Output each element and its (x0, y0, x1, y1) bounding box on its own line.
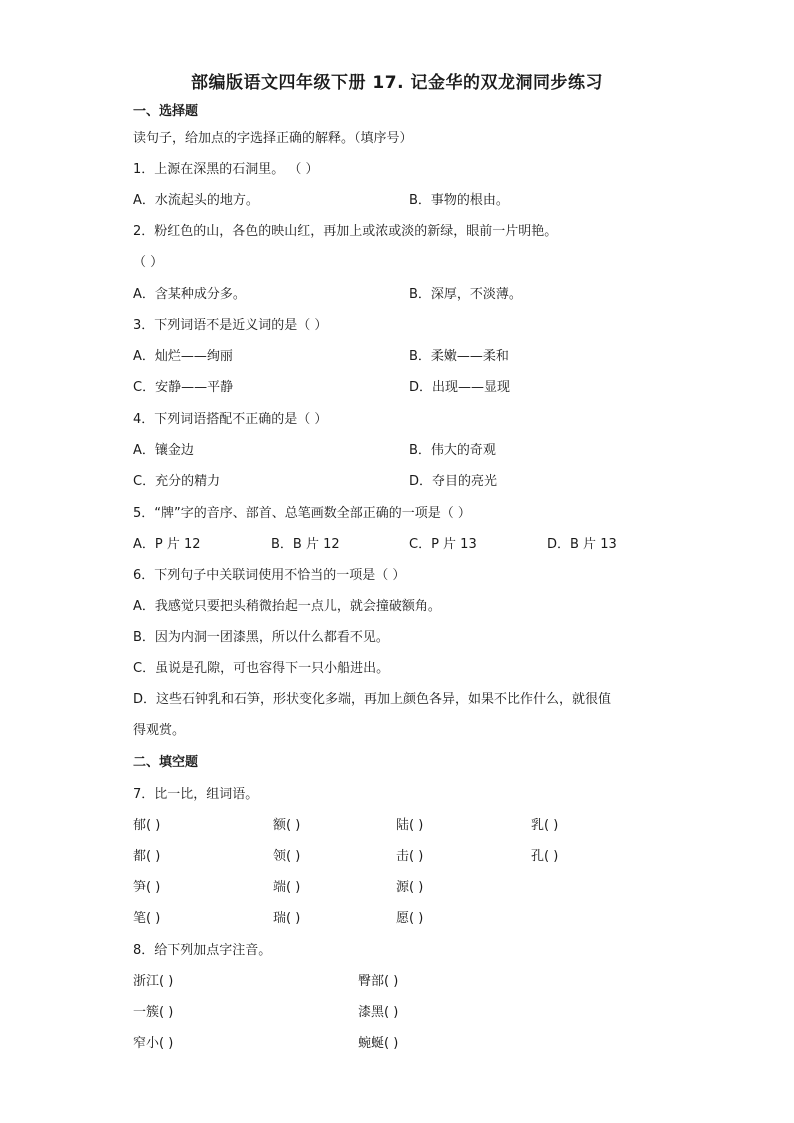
question-3-stem: 3．下列词语不是近义词的是（ ） (133, 318, 328, 333)
q7-item: 击( ) (396, 849, 424, 864)
q7-item: 郁( ) (133, 818, 161, 833)
q8-item: 臀部( ) (358, 974, 399, 989)
instruction-text: 读句子，给加点的字选择正确的解释。（填序号） (133, 131, 413, 146)
q7-item: 笔( ) (133, 911, 161, 926)
question-4-option-a: A．镶金边 (133, 443, 194, 458)
question-6-option-c: C．虽说是孔隙，可也容得下一只小船进出。 (133, 661, 390, 676)
question-4-stem: 4．下列词语搭配不正确的是（ ） (133, 412, 328, 427)
question-3-option-b: B．柔嫩——柔和 (409, 349, 509, 364)
q7-item: 源( ) (396, 880, 424, 895)
q7-item: 愿( ) (396, 911, 424, 926)
q8-item: 窄小( ) (133, 1036, 174, 1051)
q7-item: 领( ) (273, 849, 301, 864)
q7-item: 笋( ) (133, 880, 161, 895)
q8-item: 漆黑( ) (358, 1005, 399, 1020)
question-1-option-b: B．事物的根由。 (409, 193, 509, 208)
question-2-option-a: A．含某种成分多。 (133, 287, 246, 302)
question-2-stem: 2．粉红色的山，各色的映山红，再加上或浓或淡的新绿，眼前一片明艳。 (133, 224, 558, 239)
question-5-option-d: D．B 片 13 (547, 537, 617, 552)
question-6-option-a: A．我感觉只要把头稍微抬起一点儿，就会撞破额角。 (133, 599, 441, 614)
section-heading-fill: 二、填空题 (133, 755, 199, 770)
question-4-option-d: D．夺目的亮光 (409, 474, 498, 489)
question-5-option-a: A．P 片 12 (133, 537, 201, 552)
question-3-option-c: C．安静——平静 (133, 380, 234, 395)
question-2-blank: （ ） (133, 255, 164, 270)
question-6-option-d-continued: 得观赏。 (133, 723, 186, 738)
section-heading-choice: 一、选择题 (133, 104, 199, 119)
q8-item: 一簇( ) (133, 1005, 174, 1020)
question-5-stem: 5．“牌”字的音序、部首、总笔画数全部正确的一项是（ ） (133, 506, 471, 521)
page-title: 部编版语文四年级下册 17. 记金华的双龙洞同步练习 (191, 73, 603, 93)
q8-item: 浙江( ) (133, 974, 174, 989)
question-4-option-b: B．伟大的奇观 (409, 443, 496, 458)
question-6-stem: 6．下列句子中关联词使用不恰当的一项是（ ） (133, 568, 406, 583)
q7-item: 乳( ) (531, 818, 559, 833)
question-5-option-c: C．P 片 13 (409, 537, 477, 552)
q7-item: 额( ) (273, 818, 301, 833)
question-4-option-c: C．充分的精力 (133, 474, 221, 489)
question-5-option-b: B．B 片 12 (271, 537, 340, 552)
question-3-option-a: A．灿烂——绚丽 (133, 349, 233, 364)
q7-item: 端( ) (273, 880, 301, 895)
question-1-option-a: A．水流起头的地方。 (133, 193, 259, 208)
question-1-stem: 1．上源在深黑的石洞里。 （ ） (133, 162, 319, 177)
question-7-stem: 7．比一比，组词语。 (133, 787, 259, 802)
q8-item: 蜿蜒( ) (358, 1036, 399, 1051)
question-6-option-d: D．这些石钟乳和石笋，形状变化多端，再加上颜色各异，如果不比作什么，就很值 (133, 692, 612, 707)
question-2-option-b: B．深厚，不淡薄。 (409, 287, 522, 302)
q7-item: 瑞( ) (273, 911, 301, 926)
question-3-option-d: D．出现——显现 (409, 380, 511, 395)
question-8-stem: 8．给下列加点字注音。 (133, 943, 272, 958)
question-6-option-b: B．因为内洞一团漆黑，所以什么都看不见。 (133, 630, 389, 645)
q7-item: 孔( ) (531, 849, 559, 864)
q7-item: 陆( ) (396, 818, 424, 833)
q7-item: 都( ) (133, 849, 161, 864)
